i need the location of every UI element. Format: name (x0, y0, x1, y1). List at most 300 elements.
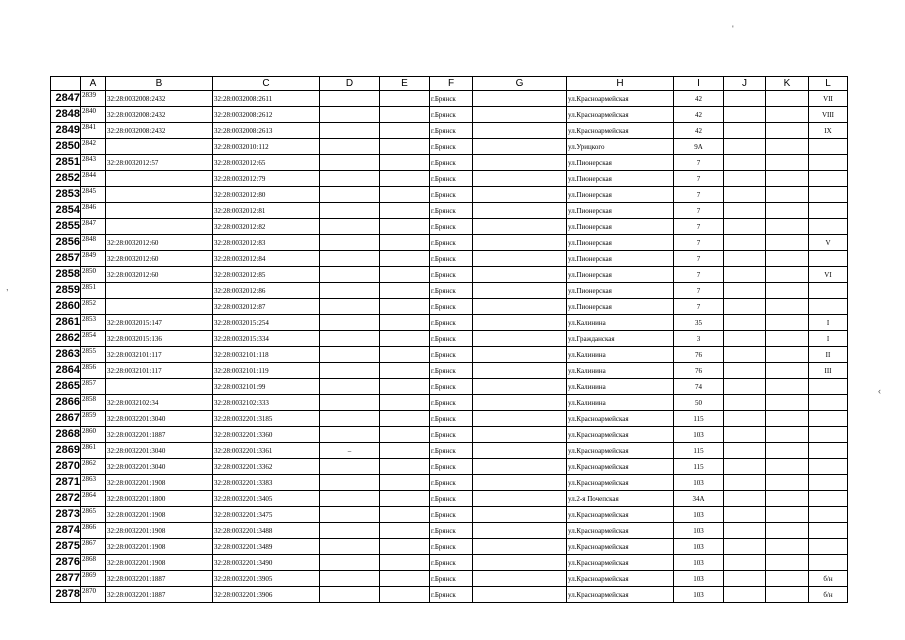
cell-g[interactable] (473, 91, 567, 107)
cell-g[interactable] (473, 347, 567, 363)
row-number[interactable]: 2878 (51, 587, 81, 603)
cell-e[interactable] (380, 523, 430, 539)
row-number[interactable]: 2874 (51, 523, 81, 539)
cell-h[interactable]: ул.Красноармейская (567, 443, 674, 459)
row-number[interactable]: 2865 (51, 379, 81, 395)
cell-b[interactable]: 32:28:0032008:2432 (106, 91, 213, 107)
cell-d[interactable] (320, 363, 380, 379)
cell-i[interactable]: 103 (674, 539, 724, 555)
cell-l[interactable]: б/н (809, 587, 848, 603)
cell-k[interactable] (766, 91, 809, 107)
cell-d[interactable] (320, 283, 380, 299)
cell-j[interactable] (724, 523, 766, 539)
cell-f[interactable]: г.Брянск (430, 299, 473, 315)
cell-h[interactable]: ул.Пионерская (567, 171, 674, 187)
cell-a[interactable]: 2861 (81, 443, 106, 459)
cell-g[interactable] (473, 171, 567, 187)
cell-k[interactable] (766, 539, 809, 555)
cell-l[interactable]: VII (809, 91, 848, 107)
cell-b[interactable] (106, 171, 213, 187)
row-number[interactable]: 2862 (51, 331, 81, 347)
cell-f[interactable]: г.Брянск (430, 155, 473, 171)
cell-f[interactable]: г.Брянск (430, 443, 473, 459)
cell-e[interactable] (380, 139, 430, 155)
cell-k[interactable] (766, 331, 809, 347)
cell-i[interactable]: 103 (674, 587, 724, 603)
cell-b[interactable] (106, 283, 213, 299)
cell-a[interactable]: 2863 (81, 475, 106, 491)
cell-g[interactable] (473, 123, 567, 139)
cell-k[interactable] (766, 475, 809, 491)
cell-i[interactable]: 7 (674, 171, 724, 187)
cell-k[interactable] (766, 155, 809, 171)
cell-j[interactable] (724, 203, 766, 219)
cell-d[interactable] (320, 171, 380, 187)
cell-e[interactable] (380, 411, 430, 427)
cell-j[interactable] (724, 379, 766, 395)
cell-d[interactable] (320, 347, 380, 363)
cell-c[interactable]: 32:28:0032008:2612 (213, 107, 320, 123)
cell-k[interactable] (766, 523, 809, 539)
cell-c[interactable]: 32:28:0032201:3362 (213, 459, 320, 475)
cell-k[interactable] (766, 587, 809, 603)
cell-e[interactable] (380, 299, 430, 315)
cell-b[interactable]: 32:28:0032201:1887 (106, 571, 213, 587)
cell-j[interactable] (724, 395, 766, 411)
cell-a[interactable]: 2848 (81, 235, 106, 251)
cell-l[interactable]: IX (809, 123, 848, 139)
cell-a[interactable]: 2846 (81, 203, 106, 219)
cell-b[interactable] (106, 299, 213, 315)
cell-k[interactable] (766, 347, 809, 363)
cell-h[interactable]: ул.Калинина (567, 363, 674, 379)
cell-b[interactable]: 32:28:0032201:1800 (106, 491, 213, 507)
cell-b[interactable]: 32:28:0032201:1908 (106, 555, 213, 571)
cell-l[interactable] (809, 427, 848, 443)
cell-g[interactable] (473, 507, 567, 523)
cell-i[interactable]: 115 (674, 459, 724, 475)
cell-g[interactable] (473, 315, 567, 331)
row-number[interactable]: 2849 (51, 123, 81, 139)
row-number[interactable]: 2868 (51, 427, 81, 443)
cell-l[interactable] (809, 555, 848, 571)
cell-g[interactable] (473, 107, 567, 123)
cell-l[interactable] (809, 187, 848, 203)
cell-h[interactable]: ул.Пионерская (567, 219, 674, 235)
cell-a[interactable]: 2844 (81, 171, 106, 187)
cell-l[interactable] (809, 539, 848, 555)
cell-f[interactable]: г.Брянск (430, 107, 473, 123)
cell-b[interactable]: 32:28:0032102:34 (106, 395, 213, 411)
cell-j[interactable] (724, 331, 766, 347)
cell-j[interactable] (724, 219, 766, 235)
cell-j[interactable] (724, 251, 766, 267)
row-number[interactable]: 2873 (51, 507, 81, 523)
cell-i[interactable]: 50 (674, 395, 724, 411)
cell-e[interactable] (380, 203, 430, 219)
cell-e[interactable] (380, 539, 430, 555)
cell-f[interactable]: г.Брянск (430, 331, 473, 347)
cell-f[interactable]: г.Брянск (430, 251, 473, 267)
cell-k[interactable] (766, 379, 809, 395)
cell-g[interactable] (473, 363, 567, 379)
cell-k[interactable] (766, 363, 809, 379)
cell-b[interactable]: 32:28:0032015:136 (106, 331, 213, 347)
cell-c[interactable]: 32:28:0032101:118 (213, 347, 320, 363)
cell-d[interactable] (320, 155, 380, 171)
cell-d[interactable]: – (320, 443, 380, 459)
cell-f[interactable]: г.Брянск (430, 139, 473, 155)
cell-c[interactable]: 32:28:0032012:81 (213, 203, 320, 219)
cell-e[interactable] (380, 267, 430, 283)
cell-j[interactable] (724, 571, 766, 587)
cell-g[interactable] (473, 219, 567, 235)
cell-g[interactable] (473, 571, 567, 587)
cell-b[interactable] (106, 203, 213, 219)
row-number[interactable]: 2866 (51, 395, 81, 411)
cell-h[interactable]: ул.Красноармейская (567, 107, 674, 123)
column-header-c[interactable]: C (213, 77, 320, 91)
cell-j[interactable] (724, 555, 766, 571)
row-number[interactable]: 2875 (51, 539, 81, 555)
cell-k[interactable] (766, 555, 809, 571)
cell-k[interactable] (766, 395, 809, 411)
cell-i[interactable]: 7 (674, 187, 724, 203)
cell-j[interactable] (724, 267, 766, 283)
cell-c[interactable]: 32:28:0032201:3361 (213, 443, 320, 459)
corner-header-cell[interactable] (51, 77, 81, 91)
cell-b[interactable]: 32:28:0032201:1908 (106, 523, 213, 539)
cell-l[interactable]: III (809, 363, 848, 379)
cell-i[interactable]: 7 (674, 203, 724, 219)
cell-a[interactable]: 2865 (81, 507, 106, 523)
cell-e[interactable] (380, 155, 430, 171)
cell-e[interactable] (380, 491, 430, 507)
cell-l[interactable] (809, 523, 848, 539)
cell-f[interactable]: г.Брянск (430, 283, 473, 299)
cell-g[interactable] (473, 379, 567, 395)
column-header-a[interactable]: A (81, 77, 106, 91)
cell-k[interactable] (766, 459, 809, 475)
cell-c[interactable]: 32:28:0032012:79 (213, 171, 320, 187)
cell-l[interactable]: VI (809, 267, 848, 283)
cell-a[interactable]: 2864 (81, 491, 106, 507)
cell-d[interactable] (320, 571, 380, 587)
cell-g[interactable] (473, 187, 567, 203)
cell-j[interactable] (724, 91, 766, 107)
cell-c[interactable]: 32:28:0032012:84 (213, 251, 320, 267)
cell-b[interactable]: 32:28:0032012:57 (106, 155, 213, 171)
cell-k[interactable] (766, 219, 809, 235)
cell-d[interactable] (320, 139, 380, 155)
cell-d[interactable] (320, 411, 380, 427)
cell-b[interactable] (106, 379, 213, 395)
column-header-e[interactable]: E (380, 77, 430, 91)
cell-b[interactable]: 32:28:0032201:3040 (106, 443, 213, 459)
cell-b[interactable]: 32:28:0032201:1908 (106, 507, 213, 523)
cell-j[interactable] (724, 411, 766, 427)
cell-a[interactable]: 2855 (81, 347, 106, 363)
cell-h[interactable]: ул.Красноармейская (567, 427, 674, 443)
cell-a[interactable]: 2857 (81, 379, 106, 395)
cell-h[interactable]: ул.Калинина (567, 347, 674, 363)
cell-e[interactable] (380, 571, 430, 587)
cell-e[interactable] (380, 395, 430, 411)
cell-f[interactable]: г.Брянск (430, 379, 473, 395)
cell-a[interactable]: 2849 (81, 251, 106, 267)
cell-l[interactable] (809, 411, 848, 427)
cell-j[interactable] (724, 459, 766, 475)
row-number[interactable]: 2860 (51, 299, 81, 315)
cell-h[interactable]: ул.Красноармейская (567, 539, 674, 555)
cell-a[interactable]: 2866 (81, 523, 106, 539)
cell-l[interactable] (809, 379, 848, 395)
cell-e[interactable] (380, 315, 430, 331)
cell-a[interactable]: 2860 (81, 427, 106, 443)
cell-b[interactable] (106, 219, 213, 235)
cell-e[interactable] (380, 251, 430, 267)
cell-g[interactable] (473, 283, 567, 299)
cell-g[interactable] (473, 203, 567, 219)
cell-k[interactable] (766, 571, 809, 587)
cell-i[interactable]: 42 (674, 91, 724, 107)
cell-d[interactable] (320, 331, 380, 347)
row-number[interactable]: 2851 (51, 155, 81, 171)
cell-i[interactable]: 103 (674, 427, 724, 443)
cell-h[interactable]: ул.Калинина (567, 379, 674, 395)
cell-c[interactable]: 32:28:0032101:119 (213, 363, 320, 379)
cell-i[interactable]: 3 (674, 331, 724, 347)
cell-d[interactable] (320, 475, 380, 491)
cell-f[interactable]: г.Брянск (430, 315, 473, 331)
row-number[interactable]: 2856 (51, 235, 81, 251)
cell-i[interactable]: 42 (674, 123, 724, 139)
cell-e[interactable] (380, 363, 430, 379)
cell-l[interactable] (809, 459, 848, 475)
cell-j[interactable] (724, 491, 766, 507)
cell-e[interactable] (380, 347, 430, 363)
cell-h[interactable]: ул.Красноармейская (567, 459, 674, 475)
cell-j[interactable] (724, 507, 766, 523)
column-header-j[interactable]: J (724, 77, 766, 91)
cell-j[interactable] (724, 427, 766, 443)
cell-k[interactable] (766, 411, 809, 427)
cell-j[interactable] (724, 315, 766, 331)
cell-f[interactable]: г.Брянск (430, 571, 473, 587)
cell-a[interactable]: 2840 (81, 107, 106, 123)
cell-a[interactable]: 2858 (81, 395, 106, 411)
cell-k[interactable] (766, 107, 809, 123)
cell-e[interactable] (380, 475, 430, 491)
cell-l[interactable]: II (809, 347, 848, 363)
cell-l[interactable] (809, 475, 848, 491)
cell-i[interactable]: 7 (674, 299, 724, 315)
cell-j[interactable] (724, 347, 766, 363)
cell-g[interactable] (473, 539, 567, 555)
cell-d[interactable] (320, 491, 380, 507)
cell-c[interactable]: 32:28:0032201:3475 (213, 507, 320, 523)
cell-b[interactable]: 32:28:0032012:60 (106, 251, 213, 267)
cell-f[interactable]: г.Брянск (430, 267, 473, 283)
cell-g[interactable] (473, 251, 567, 267)
cell-f[interactable]: г.Брянск (430, 219, 473, 235)
row-number[interactable]: 2852 (51, 171, 81, 187)
row-number[interactable]: 2855 (51, 219, 81, 235)
cell-c[interactable]: 32:28:0032015:334 (213, 331, 320, 347)
cell-k[interactable] (766, 427, 809, 443)
cell-a[interactable]: 2851 (81, 283, 106, 299)
cell-k[interactable] (766, 507, 809, 523)
cell-l[interactable] (809, 155, 848, 171)
cell-b[interactable]: 32:28:0032012:60 (106, 235, 213, 251)
cell-h[interactable]: ул.Пионерская (567, 235, 674, 251)
cell-d[interactable] (320, 539, 380, 555)
cell-f[interactable]: г.Брянск (430, 427, 473, 443)
cell-h[interactable]: ул.2-я Почепская (567, 491, 674, 507)
cell-a[interactable]: 2839 (81, 91, 106, 107)
cell-c[interactable]: 32:28:0032201:3489 (213, 539, 320, 555)
cell-i[interactable]: 7 (674, 283, 724, 299)
cell-i[interactable]: 42 (674, 107, 724, 123)
cell-f[interactable]: г.Брянск (430, 539, 473, 555)
cell-c[interactable]: 32:28:0032101:99 (213, 379, 320, 395)
cell-j[interactable] (724, 107, 766, 123)
cell-k[interactable] (766, 283, 809, 299)
row-number[interactable]: 2869 (51, 443, 81, 459)
cell-d[interactable] (320, 267, 380, 283)
cell-i[interactable]: 115 (674, 443, 724, 459)
cell-k[interactable] (766, 235, 809, 251)
cell-c[interactable]: 32:28:0032012:87 (213, 299, 320, 315)
row-number[interactable]: 2853 (51, 187, 81, 203)
cell-c[interactable]: 32:28:0032012:82 (213, 219, 320, 235)
cell-c[interactable]: 32:28:0032201:3488 (213, 523, 320, 539)
cell-h[interactable]: ул.Калинина (567, 315, 674, 331)
cell-l[interactable]: б/н (809, 571, 848, 587)
row-number[interactable]: 2848 (51, 107, 81, 123)
row-number[interactable]: 2864 (51, 363, 81, 379)
cell-a[interactable]: 2868 (81, 555, 106, 571)
cell-g[interactable] (473, 523, 567, 539)
cell-c[interactable]: 32:28:0032008:2613 (213, 123, 320, 139)
cell-k[interactable] (766, 443, 809, 459)
cell-a[interactable]: 2845 (81, 187, 106, 203)
cell-h[interactable]: ул.Пионерская (567, 203, 674, 219)
cell-l[interactable] (809, 507, 848, 523)
cell-f[interactable]: г.Брянск (430, 91, 473, 107)
cell-i[interactable]: 103 (674, 571, 724, 587)
cell-l[interactable]: I (809, 315, 848, 331)
cell-d[interactable] (320, 251, 380, 267)
cell-g[interactable] (473, 411, 567, 427)
cell-d[interactable] (320, 523, 380, 539)
cell-g[interactable] (473, 139, 567, 155)
cell-i[interactable]: 76 (674, 363, 724, 379)
cell-e[interactable] (380, 379, 430, 395)
cell-j[interactable] (724, 587, 766, 603)
cell-c[interactable]: 32:28:0032201:3383 (213, 475, 320, 491)
cell-i[interactable]: 76 (674, 347, 724, 363)
cell-h[interactable]: ул.Красноармейская (567, 587, 674, 603)
column-header-k[interactable]: K (766, 77, 809, 91)
cell-d[interactable] (320, 427, 380, 443)
cell-b[interactable]: 32:28:0032201:1908 (106, 539, 213, 555)
cell-d[interactable] (320, 107, 380, 123)
cell-b[interactable]: 32:28:0032015:147 (106, 315, 213, 331)
cell-e[interactable] (380, 219, 430, 235)
cell-a[interactable]: 2852 (81, 299, 106, 315)
cell-d[interactable] (320, 379, 380, 395)
cell-j[interactable] (724, 283, 766, 299)
cell-d[interactable] (320, 235, 380, 251)
cell-f[interactable]: г.Брянск (430, 395, 473, 411)
cell-c[interactable]: 32:28:0032201:3185 (213, 411, 320, 427)
cell-a[interactable]: 2853 (81, 315, 106, 331)
cell-d[interactable] (320, 299, 380, 315)
cell-l[interactable] (809, 251, 848, 267)
cell-g[interactable] (473, 299, 567, 315)
cell-h[interactable]: ул.Красноармейская (567, 555, 674, 571)
cell-c[interactable]: 32:28:0032008:2611 (213, 91, 320, 107)
cell-g[interactable] (473, 427, 567, 443)
cell-i[interactable]: 103 (674, 507, 724, 523)
cell-a[interactable]: 2856 (81, 363, 106, 379)
cell-f[interactable]: г.Брянск (430, 123, 473, 139)
cell-g[interactable] (473, 587, 567, 603)
cell-c[interactable]: 32:28:0032012:83 (213, 235, 320, 251)
row-number[interactable]: 2877 (51, 571, 81, 587)
cell-b[interactable]: 32:28:0032101:117 (106, 347, 213, 363)
cell-e[interactable] (380, 107, 430, 123)
cell-l[interactable]: I (809, 331, 848, 347)
cell-b[interactable]: 32:28:0032101:117 (106, 363, 213, 379)
cell-d[interactable] (320, 203, 380, 219)
column-header-d[interactable]: D (320, 77, 380, 91)
cell-l[interactable]: V (809, 235, 848, 251)
cell-e[interactable] (380, 123, 430, 139)
cell-i[interactable]: 7 (674, 235, 724, 251)
cell-l[interactable] (809, 443, 848, 459)
cell-a[interactable]: 2843 (81, 155, 106, 171)
column-header-h[interactable]: H (567, 77, 674, 91)
cell-a[interactable]: 2867 (81, 539, 106, 555)
cell-e[interactable] (380, 507, 430, 523)
cell-f[interactable]: г.Брянск (430, 491, 473, 507)
cell-k[interactable] (766, 171, 809, 187)
cell-b[interactable]: 32:28:0032201:1887 (106, 427, 213, 443)
cell-i[interactable]: 103 (674, 555, 724, 571)
cell-b[interactable]: 32:28:0032201:3040 (106, 459, 213, 475)
cell-b[interactable] (106, 187, 213, 203)
cell-a[interactable]: 2862 (81, 459, 106, 475)
cell-j[interactable] (724, 123, 766, 139)
cell-k[interactable] (766, 251, 809, 267)
cell-j[interactable] (724, 363, 766, 379)
cell-b[interactable]: 32:28:0032201:1887 (106, 587, 213, 603)
cell-a[interactable]: 2850 (81, 267, 106, 283)
cell-j[interactable] (724, 475, 766, 491)
row-number[interactable]: 2850 (51, 139, 81, 155)
cell-j[interactable] (724, 299, 766, 315)
cell-f[interactable]: г.Брянск (430, 411, 473, 427)
row-number[interactable]: 2861 (51, 315, 81, 331)
cell-j[interactable] (724, 155, 766, 171)
cell-b[interactable]: 32:28:0032008:2432 (106, 107, 213, 123)
column-header-g[interactable]: G (473, 77, 567, 91)
cell-c[interactable]: 32:28:0032201:3360 (213, 427, 320, 443)
cell-l[interactable] (809, 203, 848, 219)
cell-h[interactable]: ул.Пионерская (567, 267, 674, 283)
